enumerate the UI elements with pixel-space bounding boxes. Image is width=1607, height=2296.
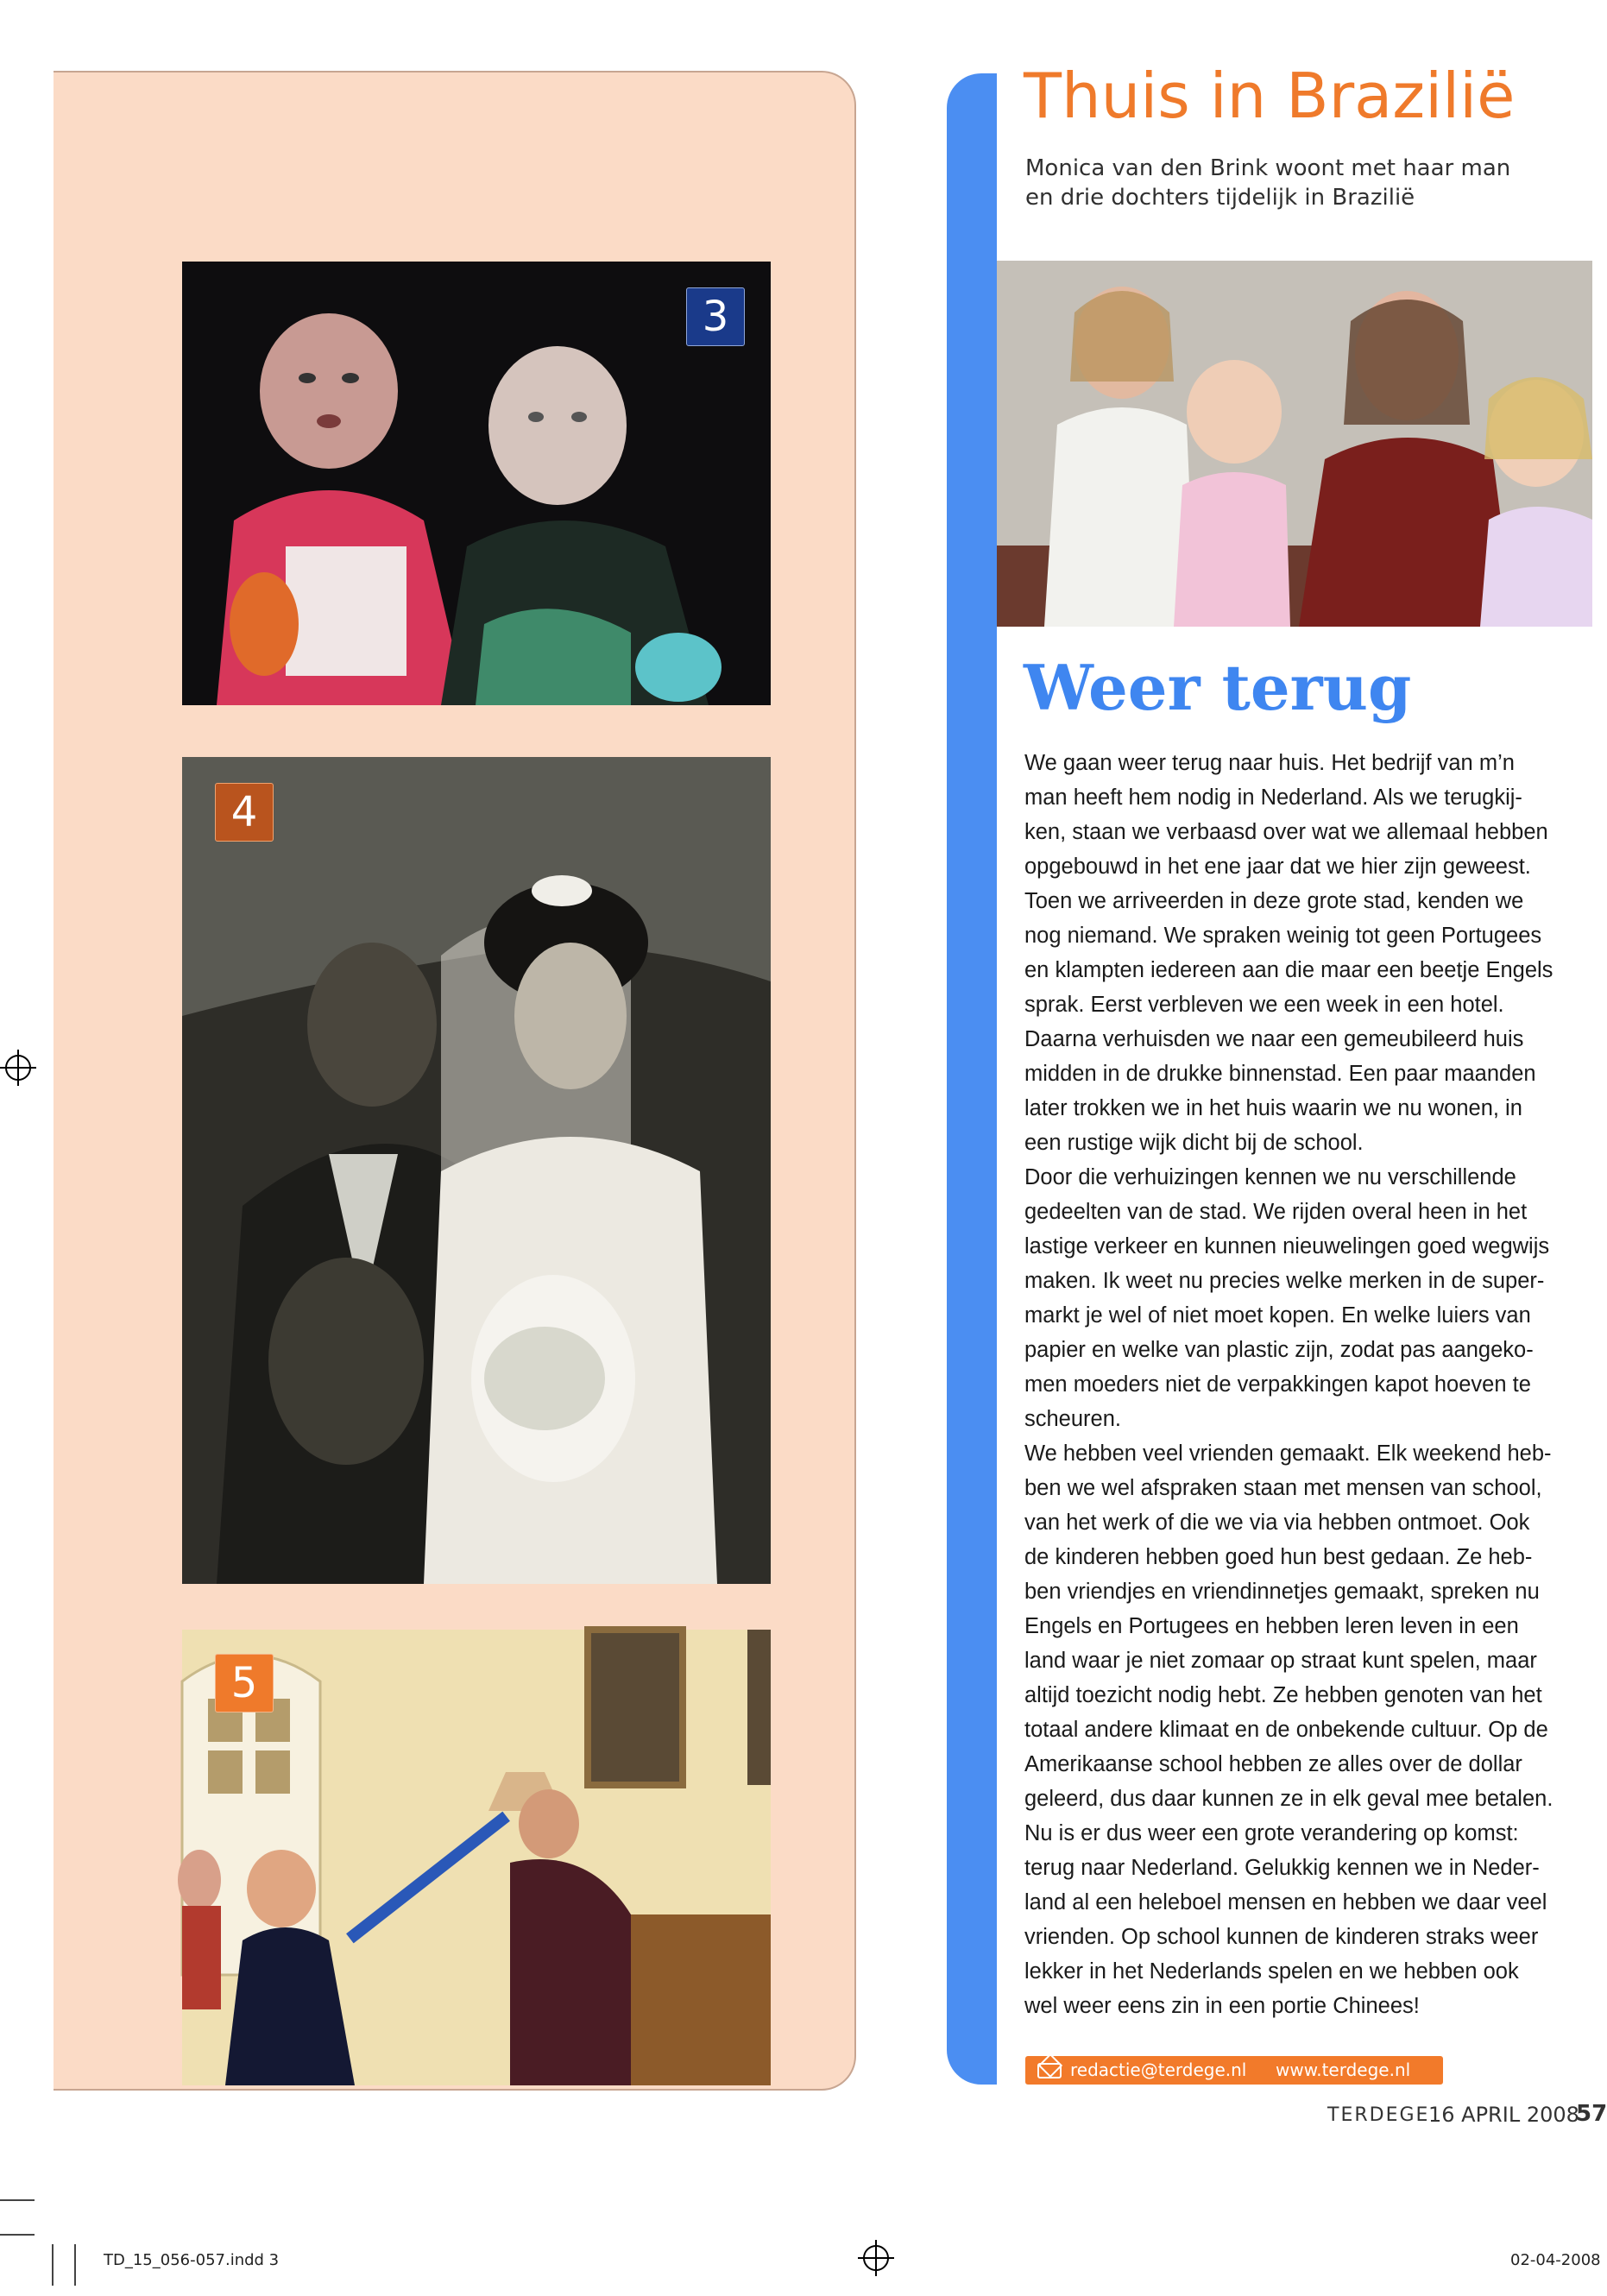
body-text-line: Nu is er dus weer een grote verandering op komst: <box>1024 1821 1519 1845</box>
body-text-line: We hebben veel vrienden gemaakt. Elk weekend heb- <box>1024 1441 1552 1466</box>
body-text-line: Door die verhuizingen kennen we nu verschillende <box>1024 1165 1516 1189</box>
body-text-line: ben we wel afspraken staan met mensen van school, <box>1024 1476 1542 1500</box>
slug-date: 02-04-2008 <box>1510 2251 1601 2269</box>
body-text-line: gedeelten van de stad. We rijden overal heen in het <box>1024 1200 1528 1224</box>
photo-wedding-couple <box>182 757 771 1584</box>
contact-bar <box>1025 2056 1443 2085</box>
body-text-line: terug naar Nederland. Gelukkig kennen we in Neder- <box>1024 1856 1540 1880</box>
body-text-line: sprak. Eerst verbleven we een week in een hotel. <box>1024 993 1504 1017</box>
contact-email-link[interactable]: redactie@terdege.nl <box>1070 2059 1247 2080</box>
footer-magazine-name: TERDEGE <box>1327 2104 1430 2126</box>
photo-number-badge: 4 <box>215 783 274 842</box>
body-text-line: scheuren. <box>1024 1407 1121 1431</box>
body-text-line: Engels en Portugees en hebben leren leven in een <box>1024 1614 1519 1638</box>
body-text-line: nog niemand. We spraken weinig tot geen Portugees <box>1024 924 1542 948</box>
body-text-line: men moeders niet de verpakkingen kapot hoeven te <box>1024 1372 1531 1397</box>
body-text-line: ken, staan we verbaasd over wat we allemaal hebben <box>1024 820 1548 844</box>
body-text-line: ben vriendjes en vriendinnetjes gemaakt, spreken nu <box>1024 1580 1540 1604</box>
body-text-line: midden in de drukke binnenstad. Een paar maanden <box>1024 1062 1536 1086</box>
crop-mark <box>52 2244 54 2286</box>
contact-website-link[interactable]: www.terdege.nl <box>1276 2059 1411 2080</box>
body-text-line: altijd toezicht nodig hebt. Ze hebben genoten van het <box>1024 1683 1542 1707</box>
body-text-line: en klampten iedereen aan die maar een beetje Engels <box>1024 958 1553 982</box>
photo-children-playing <box>182 1630 771 2085</box>
photo-number-badge: 5 <box>215 1654 274 1713</box>
footer-date: 16 APRIL 2008 <box>1428 2103 1579 2127</box>
mail-icon <box>1037 2063 1062 2078</box>
body-text-line: geleerd, dus daar kunnen ze in elk geval mee betalen. <box>1024 1787 1553 1811</box>
registration-mark-icon <box>863 2245 889 2271</box>
registration-mark-icon <box>5 1055 31 1081</box>
subtitle-line: Monica van den Brink woont met haar man <box>1025 155 1511 181</box>
body-text-line: totaal andere klimaat en de onbekende cultuur. Op de <box>1024 1718 1548 1742</box>
body-text-line: de kinderen hebben goed hun best gedaan. Ze heb- <box>1024 1545 1533 1569</box>
article-title: Thuis in Brazilië <box>1024 60 1516 132</box>
body-text-line: lekker in het Nederlands spelen en we hebben ook <box>1024 1959 1519 1984</box>
body-text-line: markt je wel of niet moet kopen. En welke luiers van <box>1024 1303 1531 1328</box>
article-body <box>1024 746 1594 2023</box>
body-text-line: vrienden. Op school kunnen de kinderen straks weer <box>1024 1925 1539 1949</box>
photo-twin-babies <box>182 262 771 705</box>
body-text-line: Daarna verhuisden we naar een gemeubileerd huis <box>1024 1027 1524 1051</box>
body-text-line: lastige verkeer en kunnen nieuwelingen goed wegwijs <box>1024 1234 1550 1258</box>
body-text-line: later trokken we in het huis waarin we nu wonen, in <box>1024 1096 1522 1120</box>
body-text-line: man heeft hem nodig in Nederland. Als we terugkij- <box>1024 785 1522 810</box>
crop-mark <box>0 2199 35 2201</box>
subtitle-line: en drie dochters tijdelijk in Brazilië <box>1025 185 1415 211</box>
body-text-line: van het werk of die we via via hebben ontmoet. Ook <box>1024 1511 1530 1535</box>
photo-family-portrait <box>997 261 1592 627</box>
body-text-line: Amerikaanse school hebben ze alles over de dollar <box>1024 1752 1522 1776</box>
blue-accent-bar <box>947 73 997 2085</box>
article-subtitle <box>1025 154 1586 212</box>
wedding-illustration <box>182 757 771 1584</box>
body-text-line: wel weer eens zin in een portie Chinees! <box>1024 1994 1420 2018</box>
body-text-line: land al een heleboel mensen en hebben we daar veel <box>1024 1890 1547 1914</box>
body-text-line: maken. Ik weet nu precies welke merken in de super- <box>1024 1269 1545 1293</box>
section-heading: Weer terug <box>1024 651 1412 724</box>
family-illustration <box>997 261 1592 627</box>
crop-mark <box>74 2244 76 2286</box>
body-text-line: een rustige wijk dicht bij de school. <box>1024 1131 1364 1155</box>
body-text-line: land waar je niet zomaar op straat kunt spelen, maar <box>1024 1649 1537 1673</box>
body-text-line: Toen we arriveerden in deze grote stad, kenden we <box>1024 889 1524 913</box>
slug-filename: TD_15_056-057.indd 3 <box>104 2251 280 2269</box>
body-text-line: opgebouwd in het ene jaar dat we hier zijn geweest. <box>1024 855 1531 879</box>
footer-page-number: 57 <box>1576 2101 1607 2127</box>
babies-illustration <box>182 262 771 705</box>
crop-mark <box>0 2234 35 2236</box>
body-text-line: We gaan weer terug naar huis. Het bedrijf van m’n <box>1024 751 1515 775</box>
photo-number-badge: 3 <box>686 287 745 346</box>
body-text-line: papier en welke van plastic zijn, zodat pas aangeko- <box>1024 1338 1534 1362</box>
